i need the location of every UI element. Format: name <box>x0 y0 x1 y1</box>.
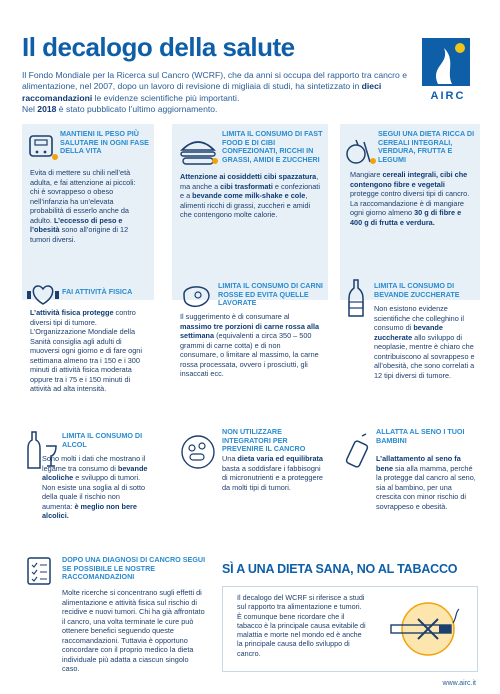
card-body: L’allattamento al seno fa bene sia alla mamma, perché la protegge dal cancro al seno, sia al bambino, per una crescita con minor rischio di sovrappeso e obesità. <box>376 454 476 511</box>
burger-icon <box>178 132 218 175</box>
accent-dot <box>370 158 376 164</box>
page-title: Il decalogo della salute <box>22 32 295 62</box>
card-alcohol <box>22 428 154 552</box>
card-body: Il suggerimento è di consumare al massimo tre porzioni di carne rossa alla settimana (equivalenti a circa 350 – 500 grammi di carne cotta) e di non consumare, o limitare al massimo, la carne rossa processata, ovvero i prosciutti, gli insaccati ecc. <box>180 312 320 378</box>
baby-bottle-icon <box>344 430 374 475</box>
card-body: Non esistono evidenze scientifiche che colleghino il consumo di bevande zuccherate allo sviluppo di neoplasie, mentre è chiaro che contribuiscono al sovrappeso e all’obesità, che sono correlati a 12 tipi diversi di tumore. <box>374 304 475 380</box>
card-title: SEGUI UNA DIETA RICCA DI CEREALI INTEGRALI, VERDURA, FRUTTA E LEGUMI <box>378 129 475 164</box>
card-title: LIMITA IL CONSUMO DI BEVANDE ZUCCHERATE <box>374 281 460 299</box>
card-sugary-drinks <box>340 278 480 428</box>
scale-icon <box>28 132 54 163</box>
card-title: NON UTILIZZARE INTEGRATORI PER PREVENIRE IL CANCRO <box>222 427 306 454</box>
card-fast-food <box>172 124 328 300</box>
card-title: LIMITA IL CONSUMO DI ALCOL <box>62 431 143 449</box>
airc-logo-icon <box>420 36 472 96</box>
no-smoking-icon <box>385 595 471 668</box>
card-breastfeeding <box>340 428 480 552</box>
card-physical-activity <box>22 278 154 428</box>
card-body: Mangiare cereali integrali, cibi che contengono fibre e vegetali protegge contro diversi tipi di cancro. La raccomandazione è di mangiare ogni giorno almeno 30 g di fibre e 400 g di frutta e verdura. <box>350 170 470 227</box>
card-body: Sono molti i dati che mostrano il legame tra consumo di bevande alcoliche e sviluppo di tumori. Non esiste una soglia al di sotto della quale il rischio non aumenta: è meglio non bere alcolici. <box>42 454 148 520</box>
bottle-icon <box>346 278 366 323</box>
card-whole-grains <box>340 124 480 300</box>
card-title: DOPO UNA DIAGNOSI DI CANCRO SEGUI SE POSSIBILE LE NOSTRE RACCOMANDAZIONI <box>62 555 206 582</box>
card-healthy-weight <box>22 124 154 300</box>
intro: Il Fondo Mondiale per la Ricerca sul Cancro (WCRF), che da anni si occupa del rapporto tra cancro e alimentazione, nel 2007, dopo un lavoro di revisione di migliaia di studi, ha sintetizzato in dieci raccomandazioni le evidenze scientifiche più importanti. Nel 2018 è stato pubblicato l’ultimo aggiornamento. <box>22 70 407 114</box>
card-supplements <box>172 428 328 552</box>
card-body: Evita di mettere su chili nell’età adulta, e fai attenzione ai piccoli: chi è sovrappeso o obeso nell’infanzia ha un’elevata probabilità di esserlo anche da adulto. L’eccesso di peso e l’obesità sono all’origine di 12 tumori diversi. <box>30 168 136 244</box>
logo-text: AIRC <box>430 90 466 102</box>
tobacco-box <box>222 586 478 672</box>
card-red-meat <box>172 278 328 428</box>
accent-dot <box>52 154 58 160</box>
card-title: FAI ATTIVITÀ FISICA <box>62 287 133 296</box>
card-title: LIMITA IL CONSUMO DI FAST FOOD E DI CIBI CONFEZIONATI, RICCHI IN GRASSI, AMIDI E ZUCCHERI <box>222 129 323 164</box>
card-after-diagnosis <box>22 552 208 682</box>
accent-dot <box>212 158 218 164</box>
card-body: L’attività fisica protegge contro diversi tipi di tumore. L’Organizzazione Mondiale della Sanità consiglia agli adulti di muoversi ogni giorno e di fare ogni settimana almeno tra i 150 e i 300 minuti di attività fisica moderata oppure tra i 75 e i 150 minuti di attività ad alta intensità. <box>30 308 142 393</box>
footer-url: www.airc.it <box>442 680 476 687</box>
vegetables-icon <box>344 134 376 175</box>
card-body: Una dieta varia ed equilibrata basta a soddisfare i fabbisogni di micronutrienti e a proteggere da molti tipi di tumori. <box>222 454 323 492</box>
card-title: MANTIENI IL PESO PIÙ SALUTARE IN OGNI FASE DELLA VITA <box>60 129 149 156</box>
pills-icon <box>178 432 218 477</box>
card-title: ALLATTA AL SENO I TUOI BAMBINI <box>376 427 465 445</box>
card-body: Attenzione ai cosiddetti cibi spazzatura, ma anche a cibi trasformati e confezionati e a bevande come milk-shake e cole, alimenti ricchi di grassi, zuccheri e amidi che contengono molte calorie. <box>180 172 320 219</box>
tobacco-headline: SÌ A UNA DIETA SANA, NO AL TABACCO <box>222 562 458 576</box>
tobacco-text: Il decalogo del WCRF si riferisce a studi sul rapporto tra alimentazione e tumori. È comunque bene ricordare che il tabacco è la principale causa evitabile di malattia e morte nel mondo ed è anche la principale causa dello sviluppo di cancro. <box>237 593 366 658</box>
card-body: Molte ricerche si concentrano sugli effetti di alimentazione e attività fisica sul rischio di recidive e nuovi tumori. Chi ha già affrontato il cancro, una volta terminate le cure può ottenere benefici seguendo queste raccomandazioni. Tuttavia è opportuno concordare con il proprio medico la dieta individuale più adatta a ciascun singolo caso. <box>62 588 205 673</box>
checklist-icon <box>26 556 52 591</box>
card-title: LIMITA IL CONSUMO DI CARNI ROSSE ED EVITA QUELLE LAVORATE <box>218 281 323 308</box>
